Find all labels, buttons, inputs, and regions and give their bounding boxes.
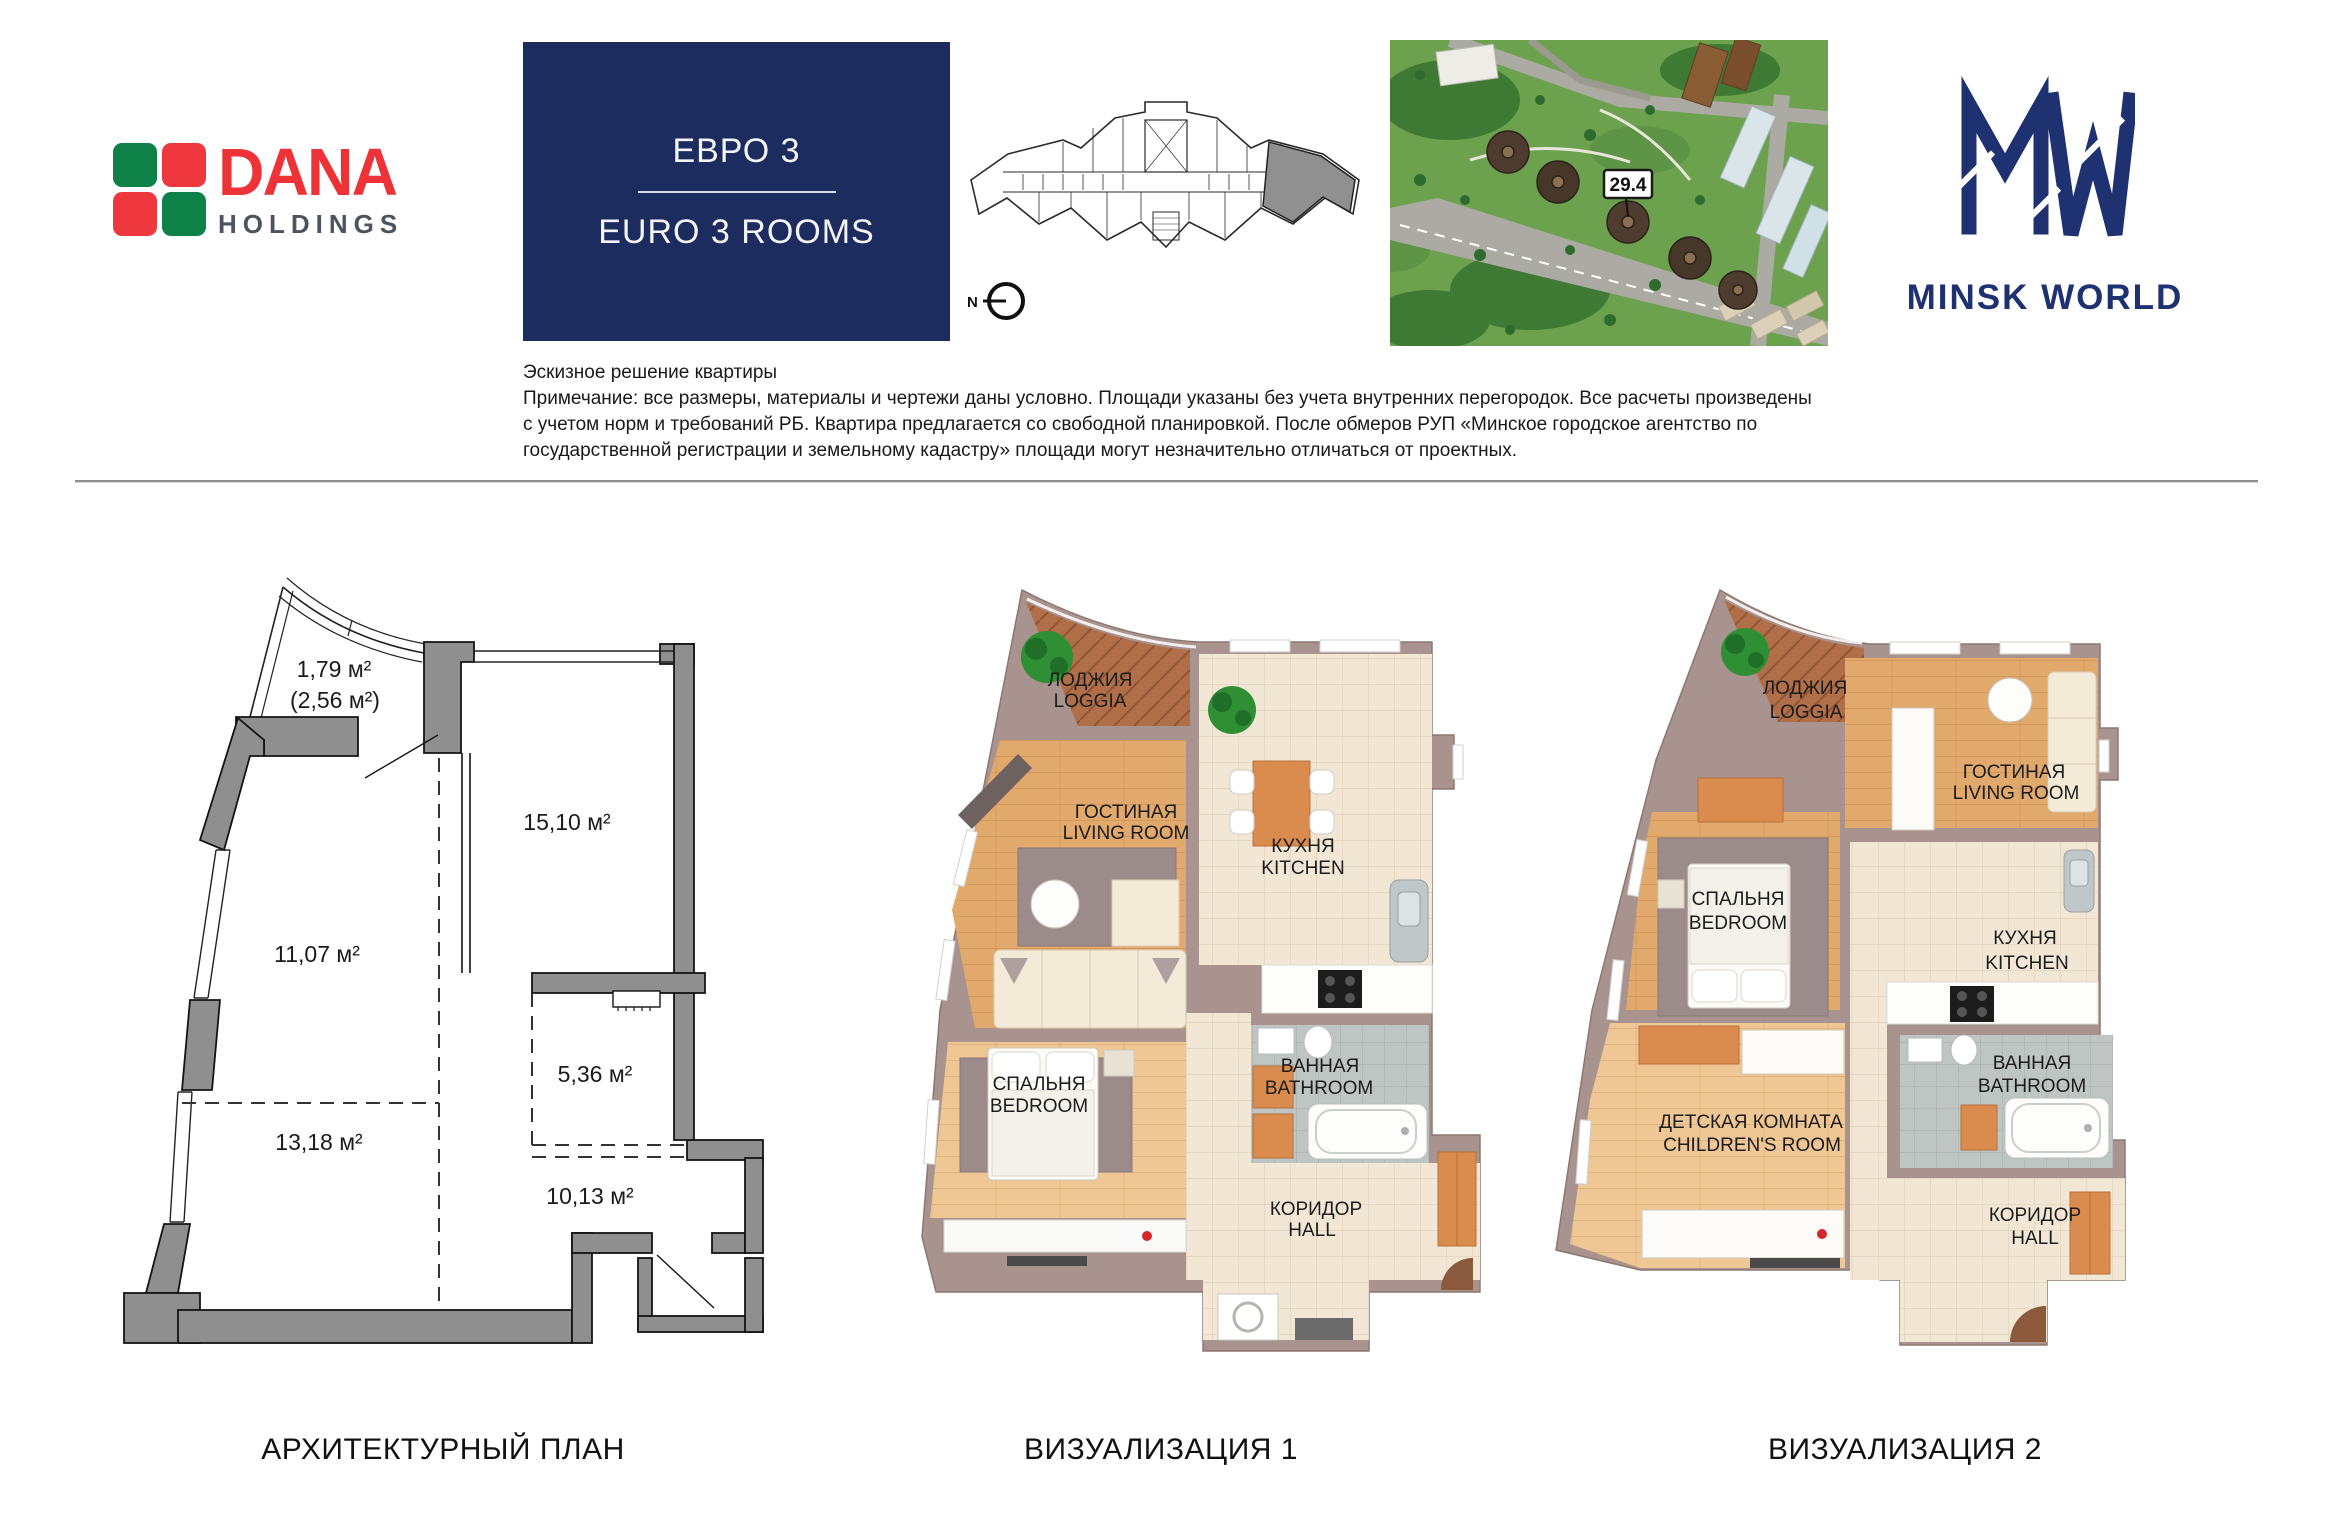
area-room-left: 11,07 м² — [274, 941, 360, 967]
area-balcony: 1,79 м² — [296, 656, 372, 682]
caption-visualization-1: ВИЗУАЛИЗАЦИЯ 1 — [1024, 1433, 1298, 1466]
dana-square-green2-icon — [162, 192, 206, 236]
viz1-kitchen-ru: КУХНЯ — [1271, 836, 1335, 857]
dashed-partitions — [182, 758, 687, 1310]
viz2-loggia-ru: ЛОДЖИЯ — [1762, 678, 1848, 699]
caption-architectural-plan: АРХИТЕКТУРНЫЙ ПЛАН — [261, 1433, 625, 1466]
map-marker-label: 29.4 — [1609, 175, 1647, 196]
apartment-type-en: EURO 3 ROOMS — [598, 212, 875, 251]
dana-square-red2-icon — [113, 192, 157, 236]
plan-walls — [124, 642, 763, 1343]
viz2-living-ru: ГОСТИНАЯ — [1962, 762, 2066, 783]
note-line-1: Эскизное решение квартиры — [523, 362, 778, 383]
visualization-2-plan — [1540, 580, 2150, 1360]
bathroom-sink — [1258, 1028, 1294, 1054]
minsk-world-logo — [1862, 60, 2228, 322]
dresser2 — [1698, 778, 1783, 822]
building-key-plan — [963, 62, 1368, 340]
toilet — [1304, 1026, 1332, 1058]
stove — [1318, 970, 1362, 1008]
radiator-symbol — [613, 991, 660, 1011]
viz2-bedroom-ru: СПАЛЬНЯ — [1691, 889, 1785, 910]
viz2-kitchen-en: KITCHEN — [1985, 953, 2069, 974]
doormat — [1295, 1318, 1353, 1340]
viz1-bathroom-en: BATHROOM — [1264, 1078, 1374, 1099]
viz2-hall-en: HALL — [2011, 1228, 2059, 1249]
viz1-bedroom-en: BEDROOM — [989, 1096, 1089, 1117]
minsk-world-wordmark: MINSK WORLD — [1906, 278, 2184, 317]
dana-square-green-icon — [113, 143, 157, 187]
area-living: 15,10 м² — [523, 809, 611, 835]
compass-icon — [967, 284, 1023, 318]
coffee-table — [1031, 880, 1079, 928]
apartment-type-divider — [638, 191, 836, 193]
visualization-1-plan — [900, 580, 1490, 1360]
area-hall: 10,13 м² — [546, 1183, 634, 1209]
plant3-icon — [1721, 628, 1769, 676]
disclaimer-notes — [523, 360, 1863, 464]
plant2-icon — [1208, 686, 1256, 734]
viz1-loggia-en: LOGGIA — [1053, 691, 1127, 712]
note-line-3: с учетом норм и требований РБ. Квартира предлагается со свободной планировкой. После обмеров РУП «Минское городское агентство по — [523, 414, 1758, 435]
dana-logo-squares-icon — [113, 143, 206, 236]
viz2-living-en: LIVING ROOM — [1952, 783, 2080, 804]
kitchen-table — [1253, 761, 1310, 846]
viz2-loggia-en: LOGGIA — [1769, 702, 1843, 723]
caption-visualization-2: ВИЗУАЛИЗАЦИЯ 2 — [1768, 1433, 2042, 1466]
children-desk — [1642, 1210, 1844, 1258]
bathroom2-sink — [1908, 1038, 1942, 1062]
viz1-hall-en: HALL — [1288, 1220, 1336, 1241]
viz1-loggia-ru: ЛОДЖИЯ — [1047, 670, 1133, 691]
apartment-type-ru: ЕВРО 3 — [672, 131, 801, 170]
horizontal-divider — [75, 480, 2258, 483]
viz2-bedroom-en: BEDROOM — [1688, 913, 1788, 934]
note-line-2: Примечание: все размеры, материалы и чертежи даны условно. Площади указаны без учета внутренних перегородок. Все расчеты произведены — [523, 388, 1812, 409]
aerial-site-map — [1390, 40, 1828, 346]
stove2 — [1950, 986, 1994, 1022]
side-table — [1112, 880, 1179, 946]
viz2-hall-ru: КОРИДОР — [1988, 1205, 2082, 1226]
dana-holdings-label: HOLDINGS — [218, 209, 404, 239]
viz1-bedroom-ru: СПАЛЬНЯ — [992, 1074, 1086, 1095]
viz2-bathroom-ru: ВАННАЯ — [1992, 1053, 2072, 1074]
area-room-bottom: 13,18 м² — [275, 1129, 363, 1155]
dana-wordmark: DANA — [218, 135, 397, 210]
viz1-hall-ru: КОРИДОР — [1269, 1199, 1363, 1220]
viz1-living-ru: ГОСТИНАЯ — [1074, 802, 1178, 823]
mw-monogram-icon — [1955, 60, 2135, 265]
compass-north-label: N — [967, 294, 978, 311]
viz2-children-ru: ДЕТСКАЯ КОМНАТА — [1659, 1112, 1843, 1133]
viz1-bathroom-ru: ВАННАЯ — [1280, 1056, 1360, 1077]
viz1-kitchen-en: KITCHEN — [1261, 858, 1345, 879]
dana-holdings-logo — [113, 135, 493, 243]
round-table2 — [1988, 678, 2032, 722]
viz2-kitchen-ru: КУХНЯ — [1993, 928, 2057, 949]
viz1-living-en: LIVING ROOM — [1062, 823, 1190, 844]
architectural-plan — [112, 558, 812, 1398]
dana-square-red-icon — [162, 143, 206, 187]
console2 — [1892, 708, 1934, 830]
washer — [1218, 1294, 1278, 1340]
children-cabinet — [1639, 1026, 1739, 1064]
children-bed — [1742, 1030, 1844, 1074]
apartment-type-box — [523, 42, 950, 341]
toilet2 — [1951, 1035, 1977, 1065]
red-dot2 — [1817, 1229, 1827, 1239]
viz2-bathroom-en: BATHROOM — [1977, 1076, 2087, 1097]
area-balcony-total: (2,56 м²) — [290, 687, 380, 713]
viz2-children-en: CHILDREN'S ROOM — [1663, 1135, 1841, 1156]
note-line-4: государственной регистрации и земельному кадастру» площади могут незначительно отличаться от проектных. — [523, 440, 1518, 461]
red-dot — [1142, 1231, 1152, 1241]
area-kitchen: 5,36 м² — [557, 1061, 633, 1087]
